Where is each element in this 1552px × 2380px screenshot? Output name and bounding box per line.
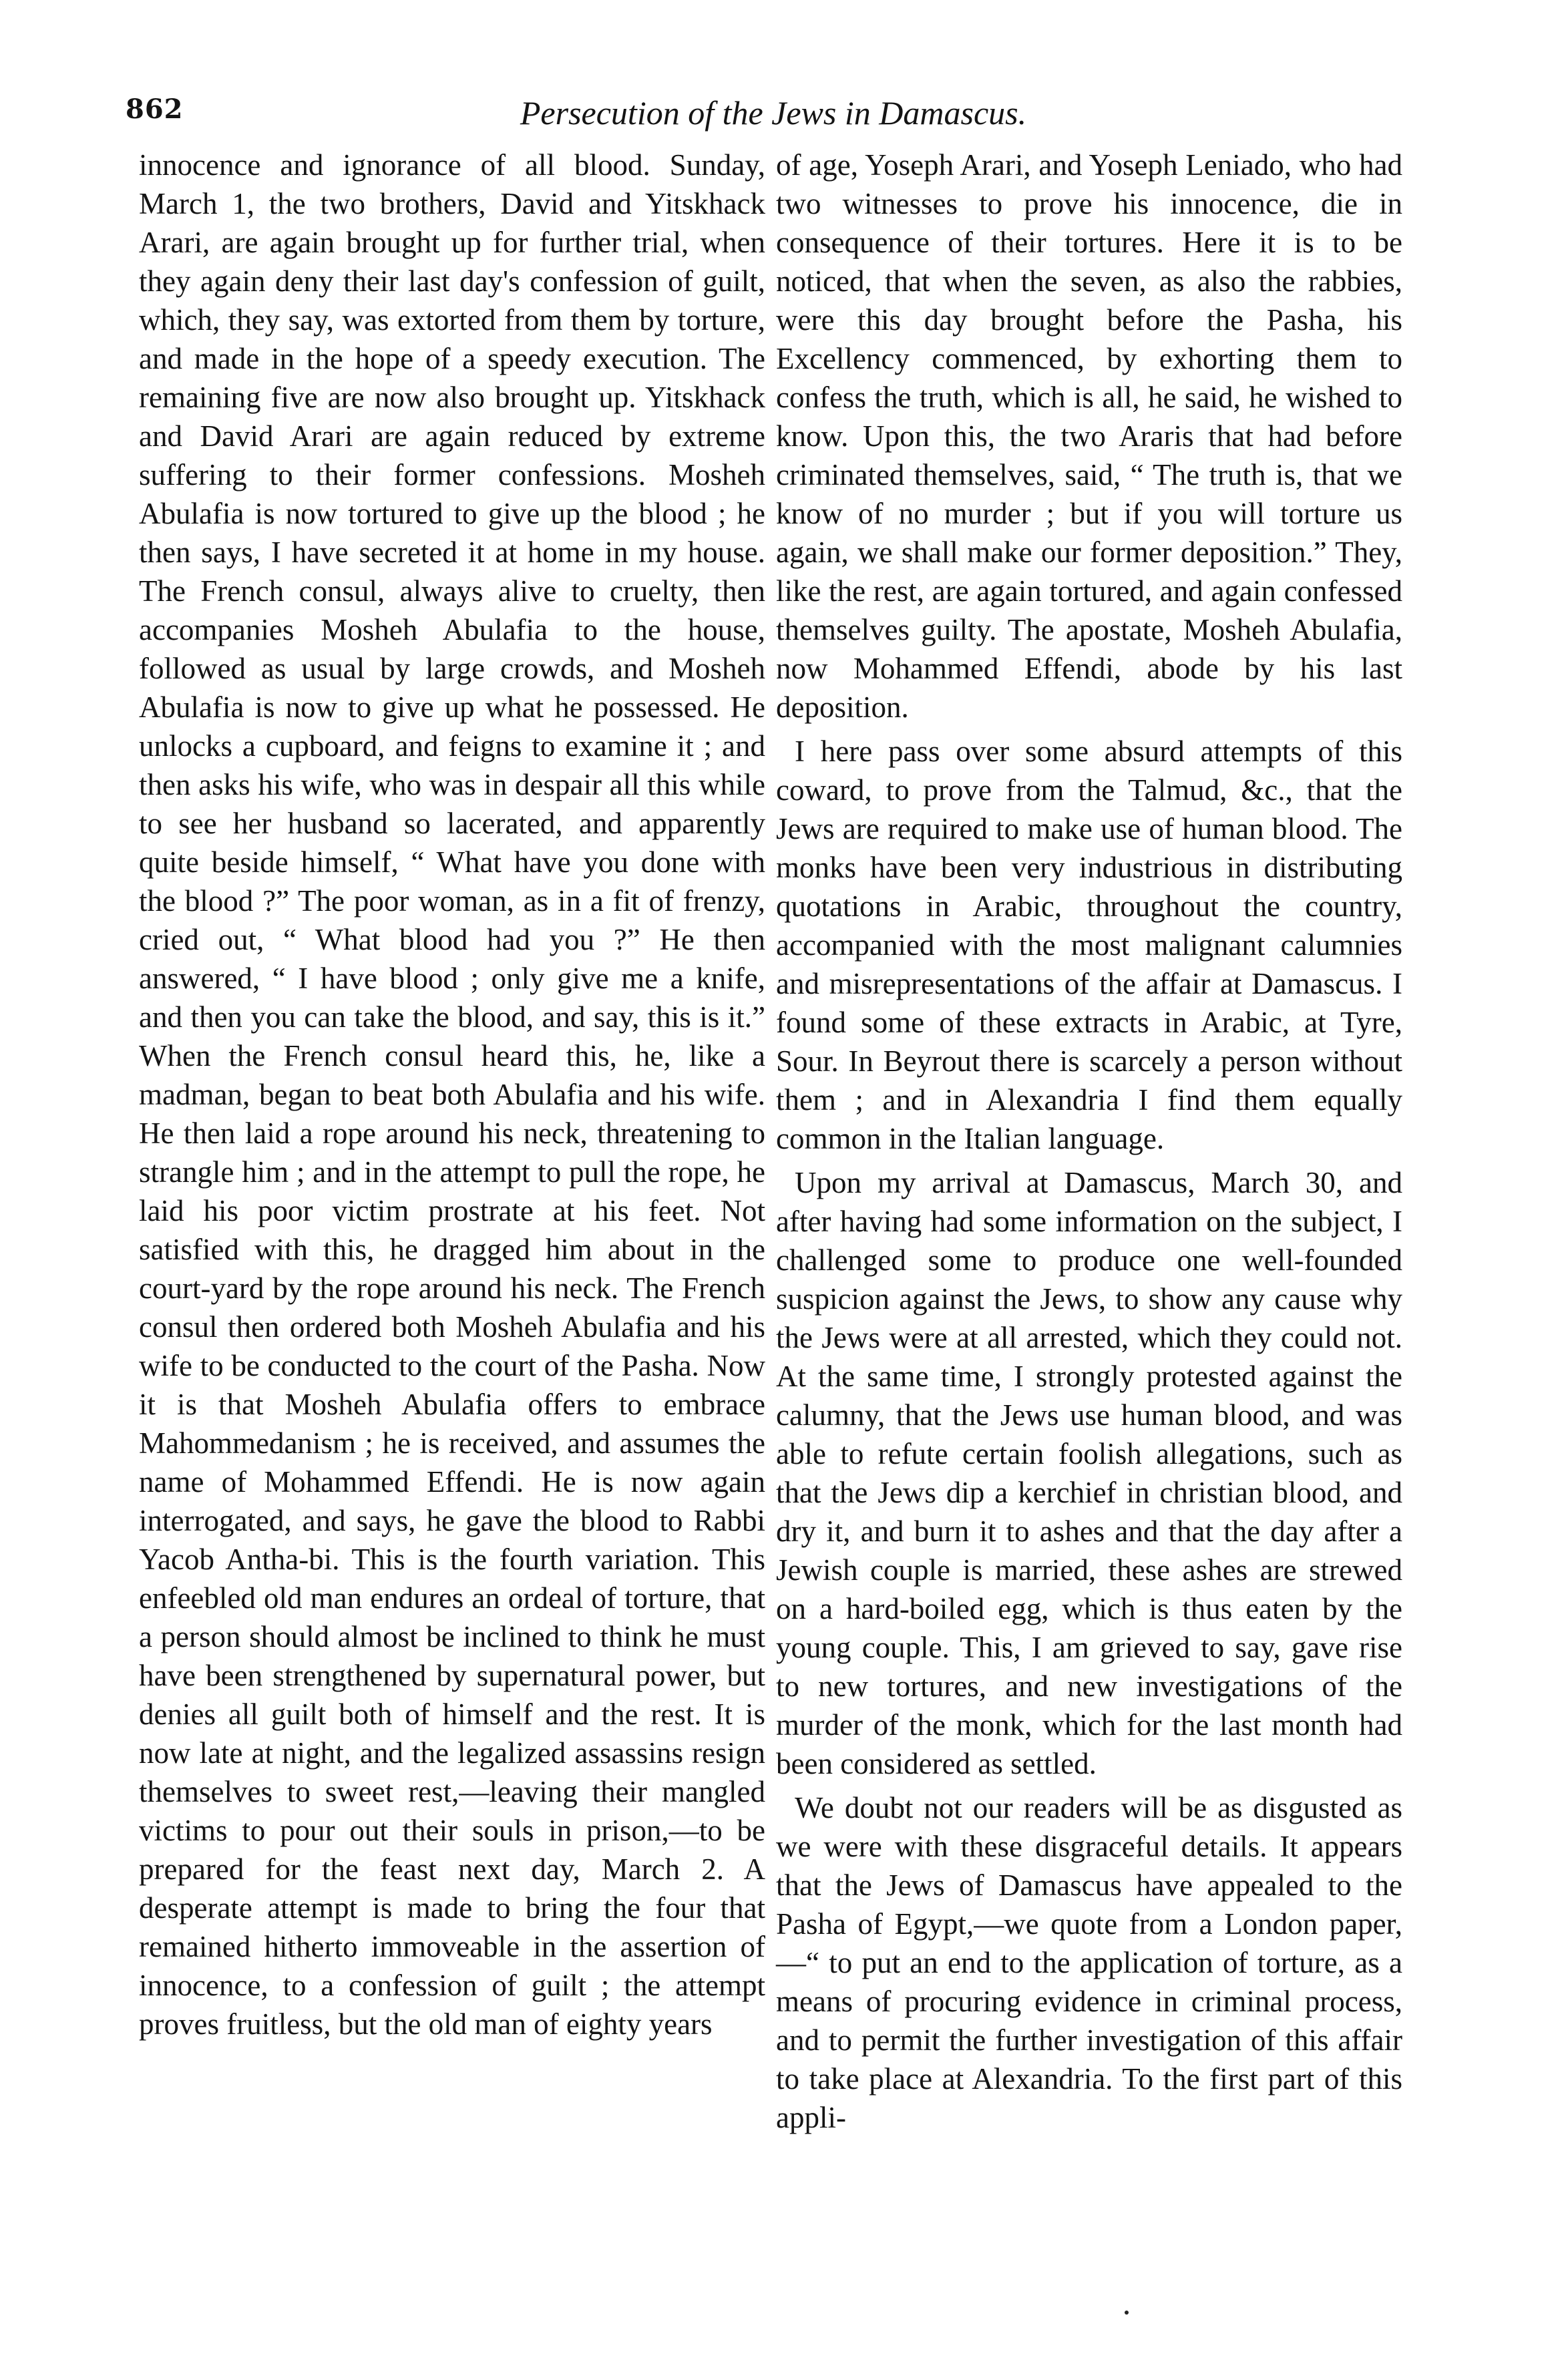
page-header (126, 93, 1421, 140)
printer-mark-dot (1125, 2311, 1129, 2315)
right-paragraph-3: Upon my arrival at Damascus, March 30, and after having had some information on the subject, I challenged some to produce one well-founded suspicion against the Jews, to show any cause why the Jews were at all arrested, which they could not. At the same time, I strongly protested against the calumny, that the Jews use human blood, and was able to refute certain foolish allegations, such as that the Jews dip a kerchief in christian blood, and dry it, and burn it to ashes and that the day after a Jewish couple is married, these ashes are strewed on a hard-boiled egg, which is thus eaten by the young couple. This, I am grieved to say, gave rise to new tortures, and new investigations of the murder of the monk, which for the last month had been considered as settled. (776, 1166, 1402, 1780)
right-paragraph-4: We doubt not our readers will be as disgusted as we were with these disgraceful details. It appears that the Jews of Damascus have appealed to the Pasha of Egypt,—we quote from a London paper,—“ to put an end to the application of torture, as a means of procuring evidence in criminal process, and to permit the further investigation of this affair to take place at Alexandria. To the first part of this appli- (776, 1791, 1402, 2134)
left-column (139, 146, 765, 2043)
right-column (776, 146, 1402, 2137)
page-number: 862 (126, 93, 184, 125)
right-paragraph-1: of age, Yoseph Arari, and Yoseph Leniado, who had two witnesses to prove his innocence, die in consequence of their tortures. Here it is to be noticed, that when the seven, as also the rabbies, were this day brought before the Pasha, his Excellency commenced, by exhorting them to confess the truth, which is all, he said, he wished to know. Upon this, the two Araris that had before criminated themselves, said, “ The truth is, that we know of no murder ; but if you will torture us again, we shall make our former deposition.” They, like the rest, are again tortured, and again confessed themselves guilty. The apostate, Mosheh Abulafia, now Mohammed Effendi, abode by his last deposition. (776, 148, 1402, 724)
right-paragraph-2: I here pass over some absurd attempts of this coward, to prove from the Talmud, &c., that the Jews are required to make use of human blood. The monks have been very industrious in distributing quotations in Arabic, throughout the country, accompanied with the most malignant calumnies and misrepresentations of the affair at Damascus. I found some of these extracts in Arabic, at Tyre, Sour. In Beyrout there is scarcely a person without them ; and in Alexandria I find them equally common in the Italian language. (776, 735, 1402, 1155)
running-title: Persecution of the Jews in Damascus. (520, 94, 1027, 132)
left-paragraph-1: innocence and ignorance of all blood. Sunday, March 1, the two brothers, David and Yitskhack Arari, are again brought up for further trial, when they again deny their last day's confession of guilt, which, they say, was extorted from them by torture, and made in the hope of a speedy execution. The remaining five are now also brought up. Yitskhack and David Arari are again reduced by extreme suffering to their former confessions. Mosheh Abulafia is now tortured to give up the blood ; he then says, I have secreted it at home in my house. The French consul, always alive to cruelty, then accompanies Mosheh Abulafia to the house, followed as usual by large crowds, and Mosheh Abulafia is now to give up what he possessed. He unlocks a cupboard, and feigns to examine it ; and then asks his wife, who was in despair all this while to see her husband so lacerated, and apparently quite beside himself, “ What have you done with the blood ?” The poor woman, as in a fit of frenzy, cried out, “ What blood had you ?” He then answered, “ I have blood ; only give me a knife, and then you can take the blood, and say, this is it.” When the French consul heard this, he, like a madman, began to beat both Abulafia and his wife. He then laid a rope around his neck, threatening to strangle him ; and in the attempt to pull the rope, he laid his poor victim prostrate at his feet. Not satisfied with this, he dragged him about in the court-yard by the rope around his neck. The French consul then ordered both Mosheh Abulafia and his wife to be conducted to the court of the Pasha. Now it is that Mosheh Abulafia offers to embrace Mahommedanism ; he is received, and assumes the name of Mohammed Effendi. He is now again interrogated, and says, he gave the blood to Rabbi Yacob Antha-bi. This is the fourth variation. This enfeebled old man endures an ordeal of torture, that a person should almost be inclined to think he must have been strengthened by supernatural power, but denies all guilt both of himself and the rest. It is now late at night, and the legalized assassins resign themselves to sweet rest,—leaving their mangled victims to pour out their souls in prison,—to be prepared for the feast next day, March 2. A desperate attempt is made to bring the four that remained hitherto immoveable in the assertion of innocence, to a confession of guilt ; the attempt proves fruitless, but the old man of eighty years (139, 148, 765, 2041)
